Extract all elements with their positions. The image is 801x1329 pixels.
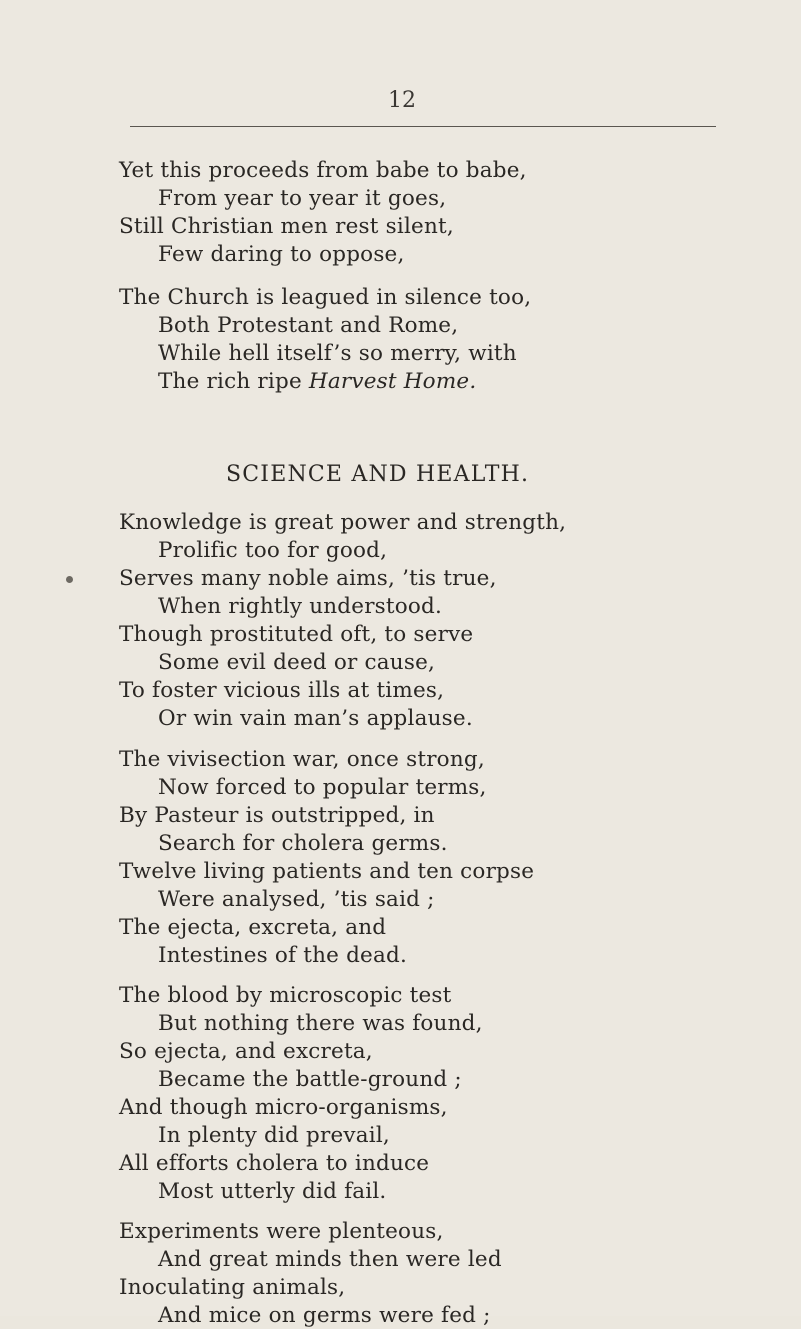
verse-line: By Pasteur is outstripped, in <box>119 803 435 828</box>
verse-line: To foster vicious ills at times, <box>119 678 445 703</box>
verse-line: When rightly understood. <box>158 594 443 619</box>
verse-line: Some evil deed or cause, <box>158 650 436 675</box>
header-rule <box>130 126 716 127</box>
verse-line: Inoculating animals, <box>119 1275 346 1300</box>
verse-line: The ejecta, excreta, and <box>119 915 387 940</box>
verse-line: Experiments were plenteous, <box>119 1219 444 1244</box>
verse-line: Became the battle-ground ; <box>158 1067 462 1092</box>
verse-line: Serves many noble aims, ’tis true, <box>119 566 497 591</box>
verse-line <box>158 369 476 395</box>
verse-line: In plenty did prevail, <box>158 1123 390 1148</box>
verse-line: Intestines of the dead. <box>158 943 407 968</box>
verse-line: While hell itself’s so merry, with <box>158 341 517 366</box>
page-number: 12 <box>388 88 416 113</box>
verse-line: Few daring to oppose, <box>158 242 405 267</box>
verse-line: Yet this proceeds from babe to babe, <box>119 158 527 183</box>
margin-mark <box>66 576 73 583</box>
verse-line: So ejecta, and excreta, <box>119 1039 373 1064</box>
verse-line: Both Protestant and Rome, <box>158 313 459 338</box>
verse-line: From year to year it goes, <box>158 186 447 211</box>
verse-line: Most utterly did fail. <box>158 1179 387 1204</box>
verse-line: Prolific too for good, <box>158 538 388 563</box>
verse-line: And mice on germs were fed ; <box>158 1303 491 1328</box>
verse-line: Search for cholera germs. <box>158 831 448 856</box>
verse-line: Were analysed, ’tis said ; <box>158 887 435 912</box>
verse-line: All efforts cholera to induce <box>119 1151 430 1176</box>
verse-line: Or win vain man’s applause. <box>158 706 473 731</box>
verse-line: The vivisection war, once strong, <box>119 747 485 772</box>
verse-line: And great minds then were led <box>158 1247 502 1272</box>
verse-line: The Church is leagued in silence too, <box>119 285 532 310</box>
verse-line: Still Christian men rest silent, <box>119 214 454 239</box>
verse-line: Though prostituted oft, to serve <box>119 622 474 647</box>
verse-line: But nothing there was found, <box>158 1011 483 1036</box>
verse-line: Knowledge is great power and strength, <box>119 510 567 535</box>
verse-line: Now forced to popular terms, <box>158 775 487 800</box>
verse-line: The blood by microscopic test <box>119 983 452 1008</box>
section-heading: SCIENCE AND HEALTH. <box>226 462 530 487</box>
italic-title: Harvest Home. <box>308 369 477 394</box>
verse-line: And though micro-organisms, <box>119 1095 448 1120</box>
verse-text: The rich ripe <box>158 369 309 394</box>
verse-line: Twelve living patients and ten corpse <box>119 859 535 884</box>
